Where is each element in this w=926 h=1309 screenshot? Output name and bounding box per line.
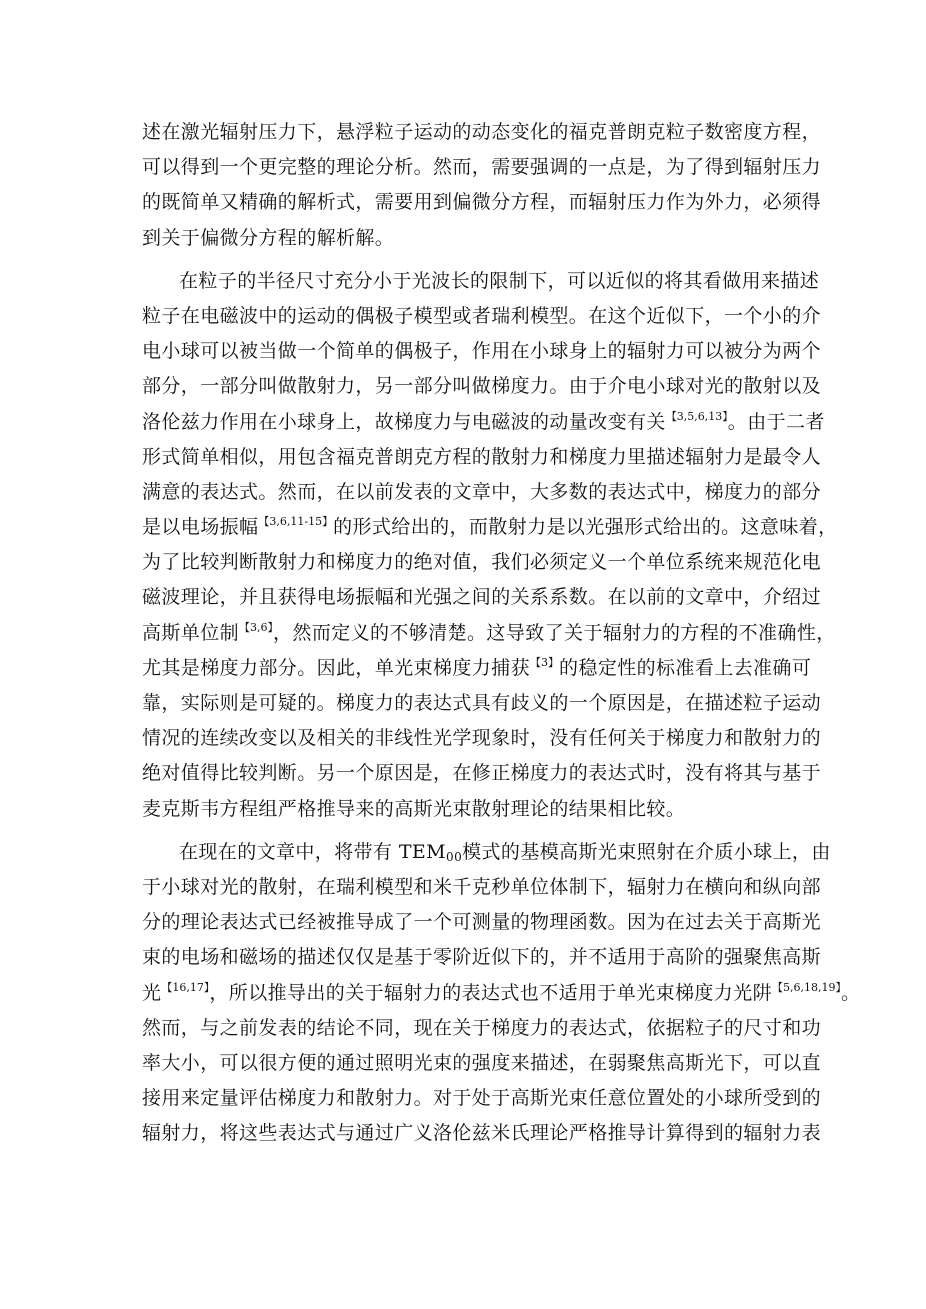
text-line xyxy=(142,651,812,686)
text-line: 到关于偏微分方程的解析解。 xyxy=(142,226,395,249)
text-line: 在粒子的半径尺寸充分小于光波长的限制下，可以近似的将其看做用来描述 xyxy=(179,269,820,292)
paragraph-3 xyxy=(142,835,861,1152)
text-line xyxy=(142,835,831,870)
text-segment: 光 xyxy=(142,981,162,1004)
text-line: 电小球可以被当做一个简单的偶极子，作用在小球身上的辐射力可以被分为两个 xyxy=(142,340,822,363)
text-line: 辐射力，将这些表达式与通过广义洛伦兹米氏理论严格推导计算得到的辐射力表 xyxy=(142,1122,822,1145)
citation: 【3,5,6,13】 xyxy=(665,409,728,423)
subscript: 00 xyxy=(446,849,463,864)
text-line: 述在激光辐射压力下，悬浮粒子运动的动态变化的福克普朗克粒子数密度方程， xyxy=(142,121,822,143)
text-line: 于小球对光的散射，在瑞利模型和米千克秒单位体制下，辐射力在横向和纵向部 xyxy=(142,875,822,898)
text-line: 然而，与之前发表的结论不同，现在关于梯度力的表达式，依据粒子的尺寸和功 xyxy=(142,1016,822,1039)
text-line: 磁波理论，并且获得电场振幅和光强之间的关系系数。在以前的文章中，介绍过 xyxy=(142,586,822,609)
text-line: 率大小，可以很方便的通过照明光束的强度来描述，在弱聚焦高斯光下，可以直 xyxy=(142,1051,822,1074)
text-line: 粒子在电磁波中的运动的偶极子模型或者瑞利模型。在这个近似下，一个小的介 xyxy=(142,304,822,327)
text-segment: 的形式给出的，而散射力是以光强形式给出的。这意味着， xyxy=(333,516,838,539)
text-segment: 的稳定性的标准看上去准确可 xyxy=(559,656,812,679)
text-line: 麦克斯韦方程组严格推导来的高斯光束散射理论的结果相比较。 xyxy=(142,797,686,820)
body-text xyxy=(142,115,861,1151)
text-line xyxy=(142,405,825,440)
text-line xyxy=(142,510,838,545)
text-line xyxy=(142,976,861,1011)
text-segment: 在现在的文章中，将带有 TEM xyxy=(179,840,447,863)
text-line: 可以得到一个更完整的理论分析。然而，需要强调的一点是，为了得到辐射压力 xyxy=(142,156,822,179)
citation: 【5,6,18,19】 xyxy=(772,980,841,994)
text-segment: 高斯单位制 xyxy=(142,621,240,644)
text-line: 靠，实际则是可疑的。梯度力的表达式具有歧义的一个原因是，在描述粒子运动 xyxy=(142,692,822,714)
text-segment: 是以电场振幅 xyxy=(142,516,259,539)
text-segment: 。由于二者 xyxy=(727,410,825,433)
paragraph-1 xyxy=(142,115,822,256)
text-line: 的既简单又精确的解析式，需要用到偏微分方程，而辐射压力作为外力，必须得 xyxy=(142,191,822,214)
citation: 【16,17】 xyxy=(161,980,210,994)
text-segment: 尤其是梯度力部分。因此，单光束梯度力捕获 xyxy=(142,656,531,679)
text-line: 束的电场和磁场的描述仅仅是基于零阶近似下的，并不适用于高阶的强聚焦高斯 xyxy=(142,946,822,969)
text-line: 分的理论表达式已经被推导成了一个可测量的物理函数。因为在过去关于高斯光 xyxy=(142,911,822,934)
text-line: 接用来定量评估梯度力和散射力。对于处于高斯光束任意位置处的小球所受到的 xyxy=(142,1087,822,1110)
paragraph-2 xyxy=(142,264,838,827)
text-segment: 洛伦兹力作用在小球身上，故梯度力与电磁波的动量改变有关 xyxy=(142,410,666,433)
text-line: 绝对值得比较判断。另一个原因是，在修正梯度力的表达式时，没有将其与基于 xyxy=(142,762,822,785)
text-line xyxy=(142,616,836,651)
text-line: 为了比较判断散射力和梯度力的绝对值，我们必须定义一个单位系统来规范化电 xyxy=(142,551,822,574)
text-line: 情况的连续改变以及相关的非线性光学现象时，没有任何关于梯度力和散射力的 xyxy=(142,727,822,750)
citation: 【3,6,11-15】 xyxy=(258,515,334,529)
citation: 【3】 xyxy=(530,655,560,669)
text-segment: 模式的基模高斯光束照射在介质小球上，由 xyxy=(462,840,831,863)
text-segment: ，所以推导出的关于辐射力的表达式也不适用于单光束梯度力光阱 xyxy=(209,981,773,1004)
text-segment: 。 xyxy=(841,981,861,1004)
text-line: 部分，一部分叫做散射力，另一部分叫做梯度力。由于介电小球对光的散射以及 xyxy=(142,375,822,398)
text-segment: ，然而定义的不够清楚。这导致了关于辐射力的方程的不准确性， xyxy=(273,621,836,644)
text-line: 满意的表达式。然而，在以前发表的文章中，大多数的表达式中，梯度力的部分 xyxy=(142,480,822,503)
text-line: 形式简单相似，用包含福克普朗克方程的散射力和梯度力里描述辐射力是最令人 xyxy=(142,445,822,468)
citation: 【3,6】 xyxy=(239,620,274,634)
